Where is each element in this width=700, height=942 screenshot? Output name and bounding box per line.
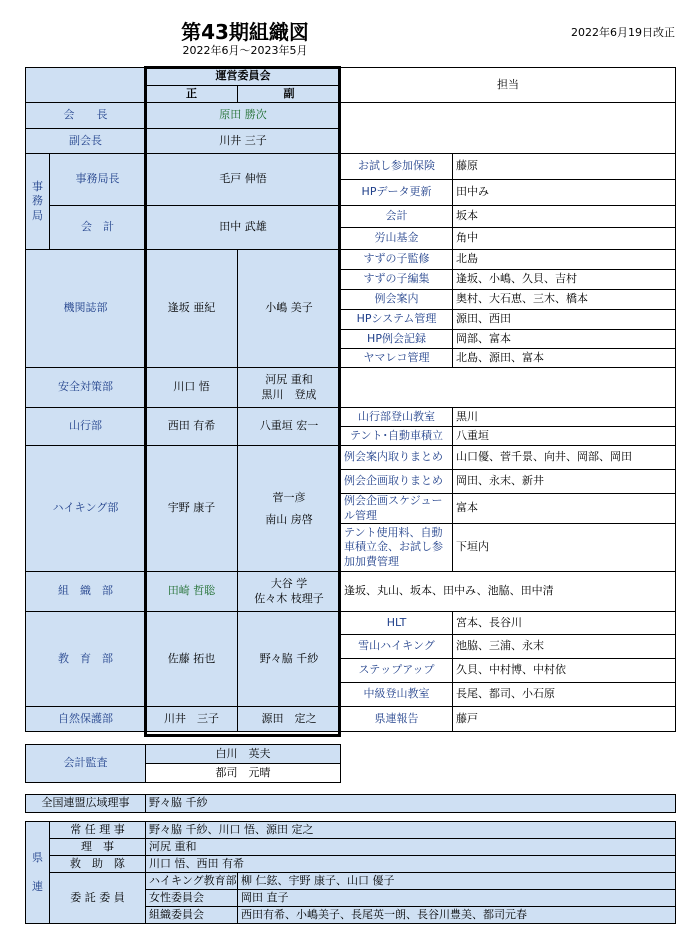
itaku-role: 委 託 委 員 [50, 873, 146, 924]
hiking-fuku [238, 446, 341, 572]
page-title: 第43期組織図 [181, 20, 309, 44]
duty-person: 田中み [453, 180, 676, 206]
duty-task: 労山基金 [341, 228, 453, 250]
duty-person: 池脇、三浦、永末 [453, 635, 676, 659]
anzen-fuku-2: 黒川 登成 [261, 387, 317, 401]
duty-task: 県連報告 [341, 707, 453, 732]
sanko-sei: 西田 有希 [146, 408, 238, 446]
fuku-header: 副 [238, 86, 341, 103]
duty-person: 八重垣 [453, 427, 676, 446]
duty-person: 北島、源田、富本 [453, 349, 676, 368]
sanko-fuku: 八重垣 宏一 [238, 408, 341, 446]
soshiki-fuku-2: 佐々木 枝理子 [254, 591, 324, 605]
hiking-sei: 宇野 康子 [146, 446, 238, 572]
duty-task: HP例会記録 [341, 330, 453, 349]
duty-task: 例会企画取りまとめ [341, 470, 453, 494]
jimukyoku-group [26, 154, 50, 250]
duty-person: 奥村、大石恵、三木、橋本 [453, 290, 676, 310]
org-chart-table [25, 67, 676, 732]
duty-task: HLT [341, 612, 453, 635]
kikanshi-role: 機関誌部 [26, 250, 146, 368]
kaicho-role: 会 長 [26, 103, 146, 129]
itaku-value: 西田有希、小嶋美子、長尾英一朗、長谷川豊美、都司元春 [238, 907, 676, 924]
soshiki-sei: 田崎 哲聡 [146, 572, 238, 612]
duty-task: テント使用料、自動車積立金、お試し参加加費管理 [341, 524, 453, 572]
hiking-fuku-1: 菅一彦 [272, 490, 306, 504]
itaku-sub: ハイキング教育部 [146, 873, 238, 890]
jimukyokucho-name: 毛戸 伸悟 [146, 154, 341, 206]
kenren-table [25, 821, 676, 924]
duty-task: ステップアップ [341, 659, 453, 683]
duty-person: 藤原 [453, 154, 676, 180]
kyoiku-sei: 佐藤 拓也 [146, 612, 238, 707]
duty-task: テント･自動車積立 [341, 427, 453, 446]
revised-date: 2022年6月19日改正 [571, 26, 675, 39]
duty-task: 例会案内取りまとめ [341, 446, 453, 470]
soshiki-fuku-1: 大谷 学 [270, 577, 308, 591]
duty-task: 例会企画スケジュール管理 [341, 494, 453, 524]
tanto-header: 担当 [341, 68, 676, 103]
duty-task: 雪山ハイキング [341, 635, 453, 659]
header-blank-cell [26, 68, 146, 103]
itaku-value: 柳 仁鉉、宇野 康子、山口 優子 [238, 873, 676, 890]
zenkoku-name: 野々脇 千紗 [146, 795, 676, 813]
soshiki-role: 組 織 部 [26, 572, 146, 612]
kaikei-name: 田中 武雄 [146, 206, 341, 250]
duty-person: 富本 [453, 494, 676, 524]
soshiki-duty: 逢坂、丸山、坂本、田中み、池脇、田中清 [341, 572, 676, 612]
duty-person: 長尾、都司、小石原 [453, 683, 676, 707]
anzen-fuku-1: 河尻 重和 [265, 373, 313, 387]
duty-person: 北島 [453, 250, 676, 270]
duty-person: 逢坂、小嶋、久貝、吉村 [453, 270, 676, 290]
duty-task: すずの子編集 [341, 270, 453, 290]
duty-person: 岡部、富本 [453, 330, 676, 349]
kenren-role: 常 任 理 事 [50, 822, 146, 839]
shizen-role: 自然保護部 [26, 707, 146, 732]
kikanshi-sei: 逢坂 亜紀 [146, 250, 238, 368]
sei-header: 正 [146, 86, 238, 103]
kyoiku-role: 教 育 部 [26, 612, 146, 707]
duty-person: 下垣内 [453, 524, 676, 572]
duty-task: 会計 [341, 206, 453, 228]
duty-task: お試し参加保険 [341, 154, 453, 180]
kenren-group-label: 県 連 [32, 851, 43, 893]
kenren-value: 川口 悟、西田 有希 [146, 856, 676, 873]
blank-duty-cell [341, 103, 676, 154]
fukukaicho-name: 川井 三子 [146, 129, 341, 154]
duty-person: 角中 [453, 228, 676, 250]
sanko-role: 山行部 [26, 408, 146, 446]
jimukyokucho-role: 事務局長 [50, 154, 146, 206]
zenkoku-role: 全国連盟広域理事 [26, 795, 146, 813]
kenren-value: 河尻 重和 [146, 839, 676, 856]
duty-task: 例会案内 [341, 290, 453, 310]
fukukaicho-role: 副会長 [26, 129, 146, 154]
anzen-role: 安全対策部 [26, 368, 146, 408]
kaikei-role: 会 計 [50, 206, 146, 250]
kaicho-name: 原田 勝次 [146, 103, 341, 129]
duty-task: HPシステム管理 [341, 310, 453, 330]
itaku-sub: 女性委員会 [146, 890, 238, 907]
duty-person: 久貝、中村博、中村依 [453, 659, 676, 683]
duty-person: 藤戸 [453, 707, 676, 732]
kikanshi-fuku: 小嶋 美子 [238, 250, 341, 368]
duty-task: すずの子監修 [341, 250, 453, 270]
shizen-sei: 川井 三子 [146, 707, 238, 732]
duty-person: 黒川 [453, 408, 676, 427]
zenkoku-table [25, 794, 676, 813]
soshiki-fuku [238, 572, 341, 612]
period-label: 2022年6月～2023年5月 [182, 44, 308, 57]
anzen-sei: 川口 悟 [146, 368, 238, 408]
kansa-name: 都司 元晴 [146, 764, 341, 783]
hiking-role: ハイキング部 [26, 446, 146, 572]
duty-task: 中級登山教室 [341, 683, 453, 707]
kansa-table [25, 744, 341, 783]
kenren-value: 野々脇 千紗、川口 悟、源田 定之 [146, 822, 676, 839]
kyoiku-fuku: 野々脇 千紗 [238, 612, 341, 707]
duty-task: HPデータ更新 [341, 180, 453, 206]
kansa-name: 白川 英夫 [146, 745, 341, 764]
blank-duty-cell [341, 368, 676, 408]
kenren-role: 救 助 隊 [50, 856, 146, 873]
anzen-fuku [238, 368, 341, 408]
itaku-sub: 組織委員会 [146, 907, 238, 924]
duty-task: 山行部登山教室 [341, 408, 453, 427]
duty-person: 坂本 [453, 206, 676, 228]
kansa-role: 会計監査 [26, 745, 146, 783]
jimukyoku-group-label: 事 務 局 [32, 180, 43, 222]
duty-task: ヤマレコ管理 [341, 349, 453, 368]
itaku-value: 岡田 直子 [238, 890, 676, 907]
kenren-role: 理 事 [50, 839, 146, 856]
duty-person: 源田、西田 [453, 310, 676, 330]
shizen-fuku: 源田 定之 [238, 707, 341, 732]
duty-person: 岡田、永末、新井 [453, 470, 676, 494]
hiking-fuku-2: 南山 房啓 [265, 512, 313, 526]
kenren-group [26, 822, 50, 924]
unei-header: 運営委員会 [146, 68, 341, 86]
duty-person: 山口優、菅千景、向井、岡部、岡田 [453, 446, 676, 470]
duty-person: 宮本、長谷川 [453, 612, 676, 635]
